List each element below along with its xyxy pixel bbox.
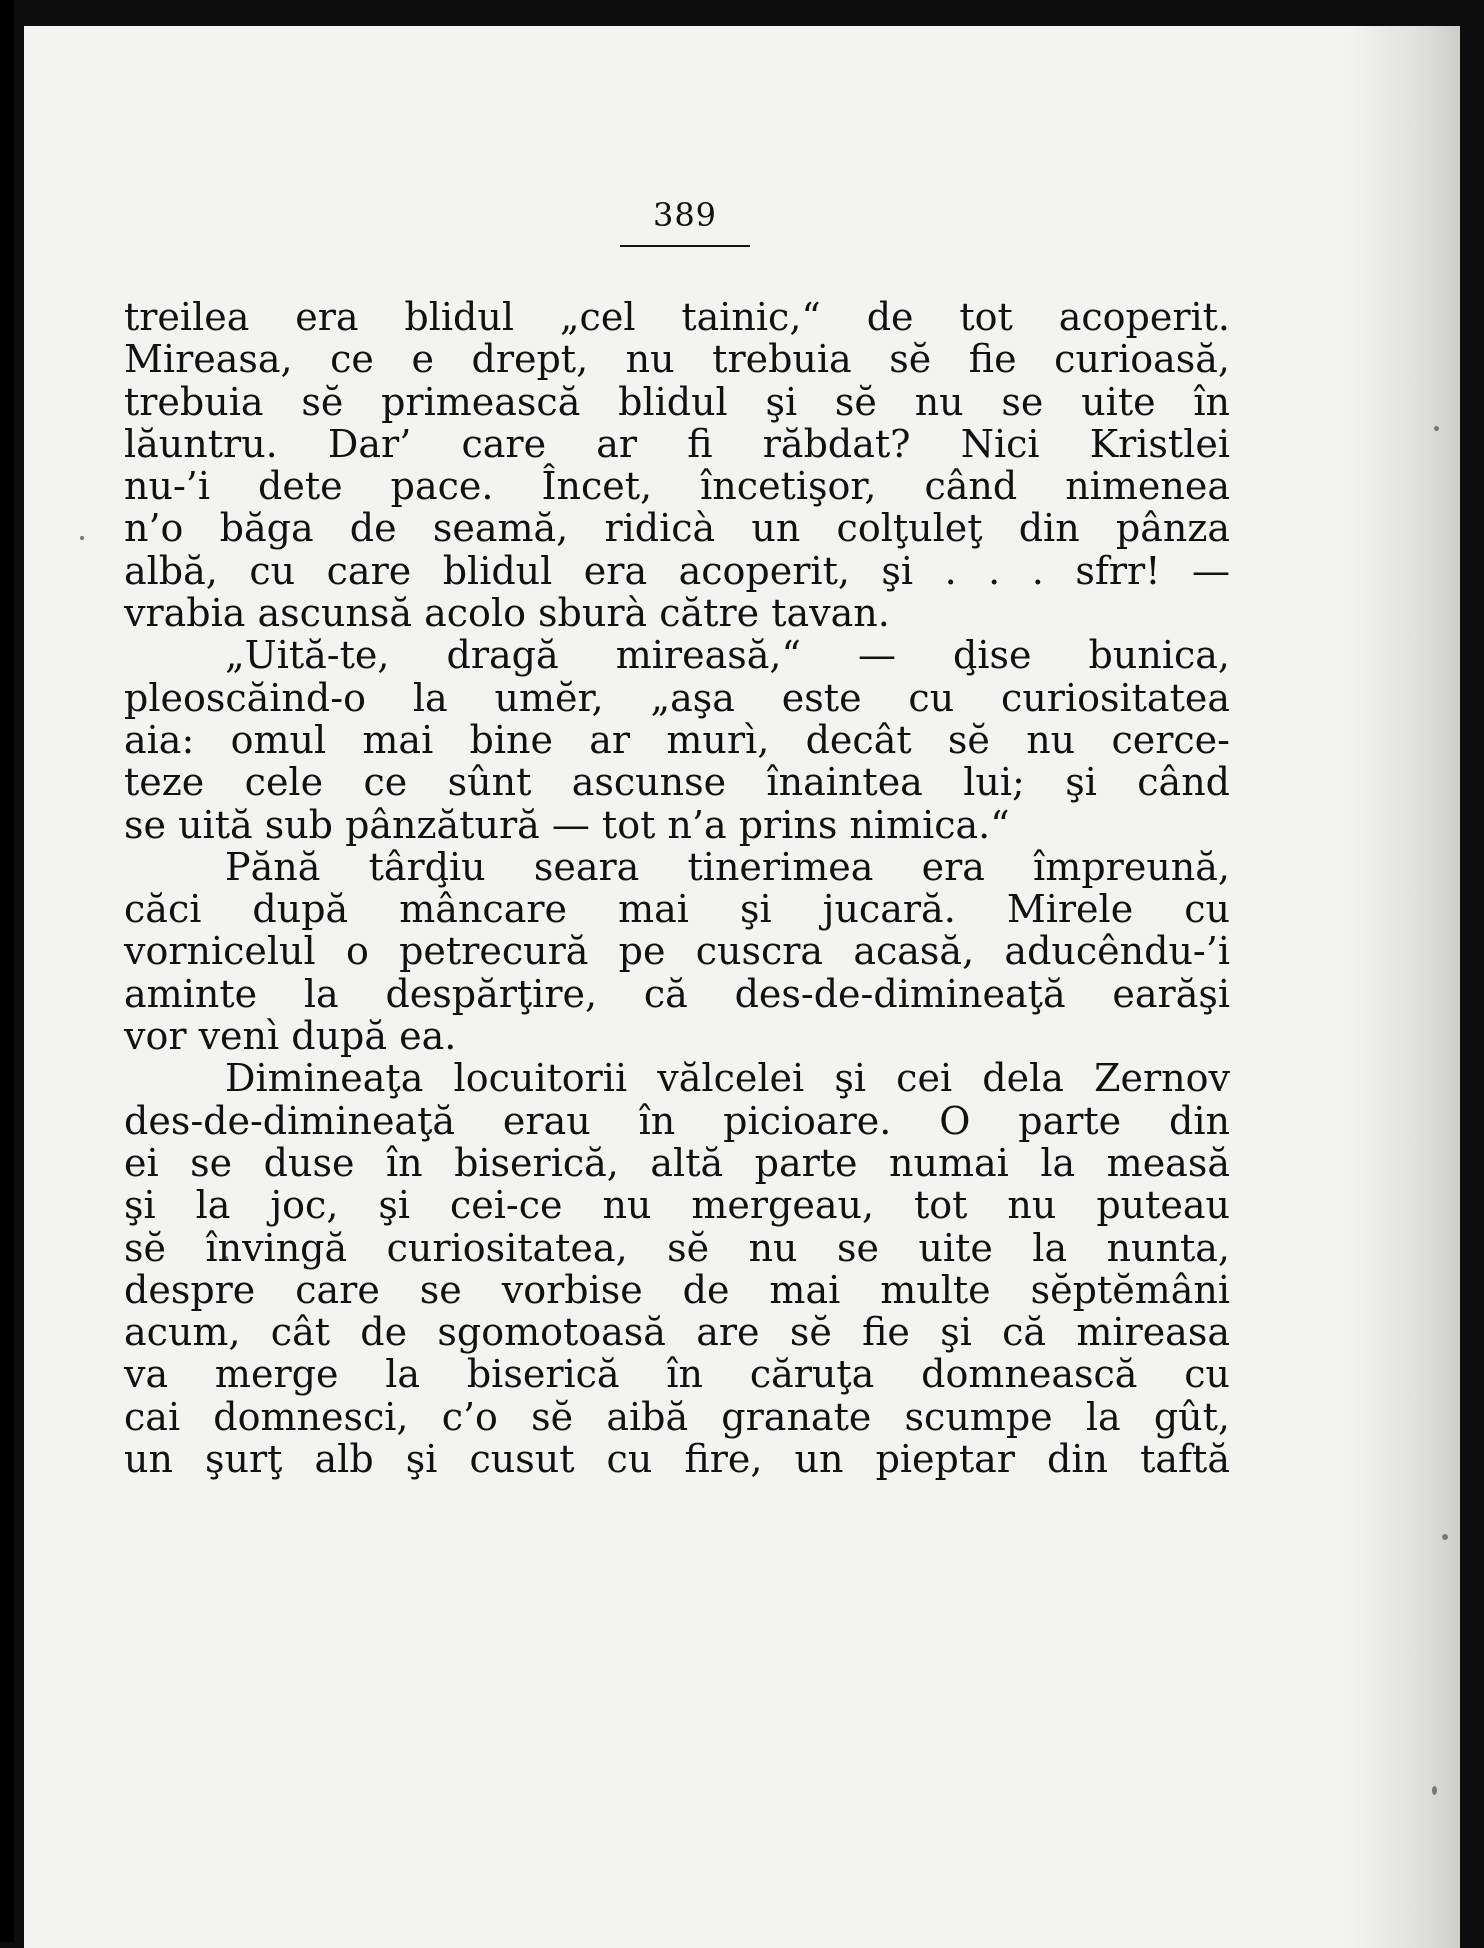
text-line: pleoscăind-o la umĕr, „aşa este cu curiositatea	[124, 675, 1230, 720]
text-line: aminte la despărţire, că des-de-dimineaţă earăşi	[124, 971, 1230, 1016]
text-line: Dimineaţa locuitorii vălcelei şi cei dela Zernov	[225, 1056, 1230, 1101]
text-line: căci după mâncare mai şi jucară. Mirele cu	[124, 887, 1230, 932]
text-line: des-de-dimineaţă erau în picioare. O parte din	[124, 1098, 1230, 1143]
text-line: vor venì după ea.	[124, 1014, 457, 1059]
text-line: acum, cât de sgomotoasă are sĕ fie şi că mireasa	[124, 1310, 1230, 1355]
text-line: „Uită-te, dragă mireasă,“ — ḑise bunica,	[225, 633, 1230, 678]
text-line: un şurţ alb şi cusut cu fire, un pieptar din taftă	[124, 1437, 1230, 1482]
text-line: lăuntru. Dar’ care ar fi răbdat? Nici Kristlei	[124, 421, 1230, 466]
text-line: va merge la biserică în căruţa domnească cu	[124, 1352, 1230, 1397]
scan-speck	[1442, 1534, 1448, 1540]
text-line: cai domnesci, c’o sĕ aibă granate scumpe la gût,	[124, 1394, 1230, 1439]
scan-speck	[1432, 1786, 1437, 1795]
scan-left-edge	[0, 0, 14, 1942]
page-number-underline	[620, 245, 750, 247]
text-line: despre care se vorbise de mai multe sĕptĕmâni	[124, 1267, 1230, 1312]
text-line: treilea era blidul „cel tainic,“ de tot acoperit.	[124, 295, 1230, 339]
text-line: Pănă târḑiu seara tinerimea era împreună,	[225, 844, 1230, 889]
scan-speck	[1434, 426, 1439, 431]
text-line: sĕ învingă curiositatea, sĕ nu se uite la nunta,	[124, 1225, 1230, 1270]
text-line: n’o băga de seamă, ridicà un colţuleţ din pânza	[124, 506, 1230, 551]
text-line: şi la joc, şi cei-ce nu mergeau, tot nu puteau	[124, 1183, 1230, 1228]
text-line: vrabia ascunsă acolo sburà către tavan.	[124, 591, 890, 636]
text-line: albă, cu care blidul era acoperit, şi . . . sfrr! —	[124, 548, 1230, 593]
text-line: teze cele ce sûnt ascunse înaintea lui; şi când	[124, 760, 1230, 805]
text-line: nu-’i dete pace. Încet, încetişor, când nimenea	[124, 464, 1230, 509]
page-number: 389	[652, 196, 718, 234]
text-line: Mireasa, ce e drept, nu trebuia sĕ fie curioasă,	[124, 337, 1230, 382]
text-line: ei se duse în biserică, altă parte numai la measă	[124, 1140, 1230, 1185]
page-curve-shadow	[1350, 26, 1460, 1948]
text-line: trebuia sĕ primească blidul şi sĕ nu se uite în	[124, 379, 1230, 424]
scan-speck	[80, 536, 84, 540]
text-line: se uită sub pânzătură — tot n’a prins nimica.“	[124, 802, 1010, 847]
text-line: vornicelul o petrecură pe cuscra acasă, aducêndu-’i	[124, 929, 1230, 974]
body-text	[124, 296, 1230, 1480]
text-line: aia: omul mai bine ar murì, decât sĕ nu cerce-	[124, 717, 1230, 762]
